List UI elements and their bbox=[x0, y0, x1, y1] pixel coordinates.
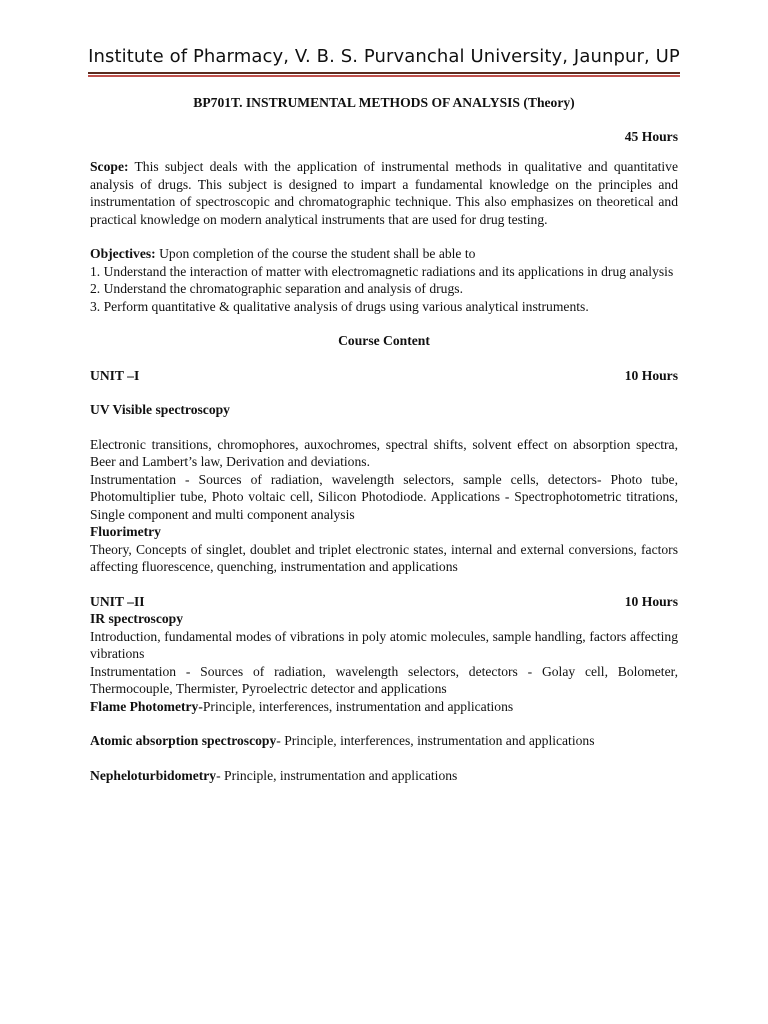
aas-label: Atomic absorption spectroscopy bbox=[90, 733, 277, 748]
page-header: Institute of Pharmacy, V. B. S. Purvanchal University, Jaunpur, UP bbox=[88, 46, 680, 67]
unit1-hours: 10 Hours bbox=[624, 367, 678, 383]
uv-text-1: Electronic transitions, chromophores, auxochromes, spectral shifts, solvent effect on absorption spectra, Beer and Lambert’s law, Derivation and deviations. bbox=[90, 436, 678, 469]
fluorimetry-heading: Fluorimetry bbox=[90, 524, 161, 539]
uv-heading: UV Visible spectroscopy bbox=[90, 402, 230, 417]
course-content-heading: Course Content bbox=[338, 333, 430, 348]
scope-text: This subject deals with the application of instrumental methods in qualitative and quantitative analysis of drugs. This subject is designed to impart a fundamental knowledge on the principles and instrumentation of spectroscopic and chromatographic technique. This also emphasizes on theoretical and practical knowledge on modern analytical instruments that are used for drug testing. bbox=[90, 159, 678, 227]
ir-text-2: Instrumentation - Sources of radiation, wavelength selectors, detectors - Golay cell, Bolometer, Thermocouple, Thermister, Pyroelectric detector and applications bbox=[90, 663, 678, 696]
scope-paragraph bbox=[90, 158, 678, 228]
fluorimetry-text: Theory, Concepts of singlet, doublet and triplet electronic states, internal and external conversions, factors affecting fluorescence, quenching, instrumentation and applications bbox=[90, 541, 678, 574]
nephelo-label: Nepheloturbidometry bbox=[90, 767, 217, 783]
aas-line bbox=[90, 732, 678, 750]
aas-text: - Principle, interferences, instrumentation and applications bbox=[276, 733, 595, 748]
unit2-title: UNIT –II bbox=[90, 593, 145, 609]
ir-text-1: Introduction, fundamental modes of vibrations in poly atomic molecules, sample handling, factors affecting vibrations bbox=[90, 628, 678, 661]
objective-item: 2. Understand the chromatographic separation and analysis of drugs. bbox=[90, 281, 463, 296]
nephelo-line bbox=[90, 767, 678, 785]
objectives-intro-text: Upon completion of the course the student shall be able to bbox=[155, 246, 476, 261]
nephelo-text: - Principle, instrumentation and applications bbox=[216, 767, 458, 783]
unit1-header bbox=[90, 367, 678, 385]
flame-photometry-label: Flame Photometry- bbox=[90, 698, 203, 714]
flame-photometry-line bbox=[90, 698, 678, 716]
flame-photometry-text: Principle, interferences, instrumentation and applications bbox=[202, 698, 514, 714]
objectives-label: Objectives: bbox=[90, 246, 156, 261]
uv-text-2: Instrumentation - Sources of radiation, wavelength selectors, sample cells, detectors- Photo tube, Photomultiplier tube, Photo voltaic cell, Silicon Photodiode. Applications - Spectrophotometric titrations, Single component and multi component analysis bbox=[90, 471, 678, 522]
unit1-title: UNIT –I bbox=[90, 367, 140, 383]
header-rule-dark bbox=[88, 72, 680, 74]
objective-item: 1. Understand the interaction of matter with electromagnetic radiations and its applications in drug analysis bbox=[90, 263, 674, 279]
course-total-hours: 45 Hours bbox=[624, 128, 678, 144]
course-title: BP701T. INSTRUMENTAL METHODS OF ANALYSIS (Theory) bbox=[193, 95, 575, 110]
document-body bbox=[90, 94, 678, 784]
unit2-header bbox=[90, 593, 678, 611]
unit2-hours: 10 Hours bbox=[624, 593, 678, 609]
objective-item: 3. Perform quantitative & qualitative analysis of drugs using various analytical instruments. bbox=[90, 298, 589, 314]
scope-label: Scope: bbox=[90, 159, 129, 174]
ir-heading: IR spectroscopy bbox=[90, 611, 184, 626]
objectives-intro bbox=[90, 245, 678, 263]
header-rule-red bbox=[88, 75, 680, 77]
